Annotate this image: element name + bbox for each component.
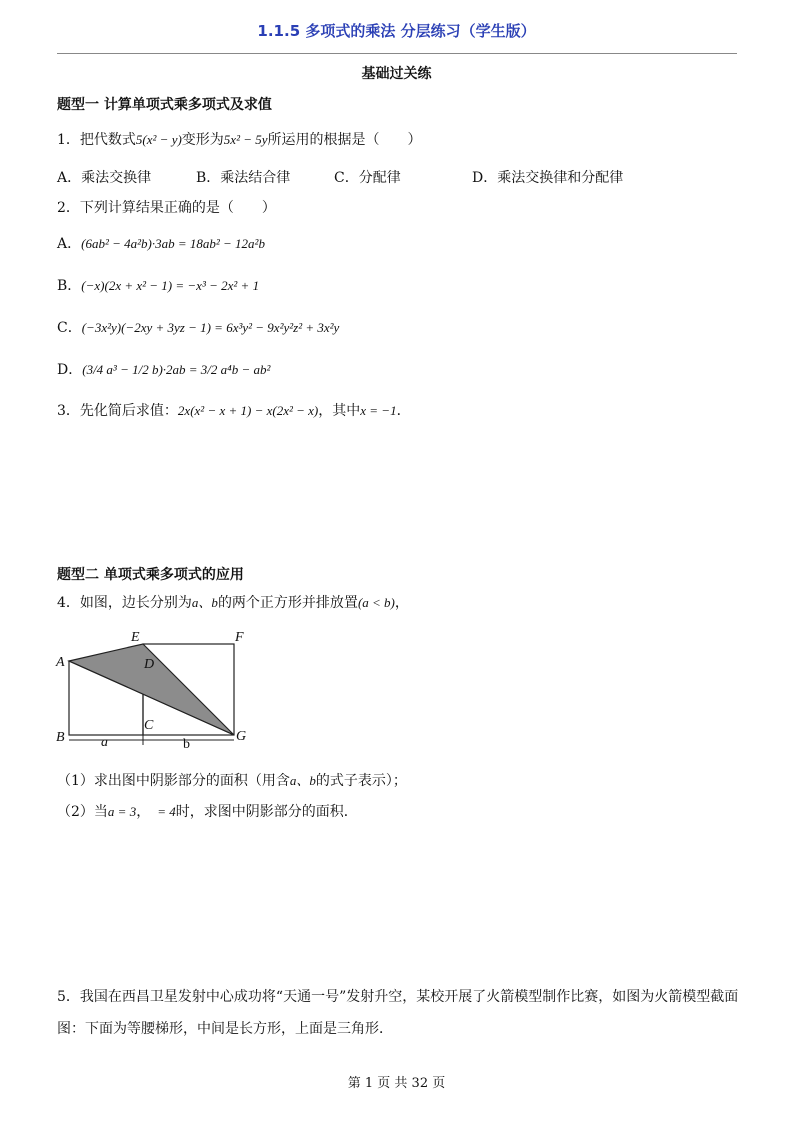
choice-option-c [334,167,401,187]
choice-option-d [57,360,270,380]
question-text: 先化简后求值： [79,403,178,419]
choice-option-a [57,234,265,254]
option-label: A． [57,170,82,186]
question-text: ，其中 [318,403,361,419]
question-2 [57,198,276,218]
question-text: 下列计算结果正确的是（ ） [79,200,276,216]
question-type-2-title: 题型二 单项式乘多项式的应用 [57,567,244,583]
math-expression: (−x)(2x + x² − 1) = −x³ − 2x² + 1 [81,278,260,293]
question-4-part-2 [57,802,358,822]
question-text: 把代数式 [79,132,136,148]
math-expression: a、b [289,773,316,788]
choice-option-a [57,167,151,187]
question-text: 我国在西昌卫星发射中心成功将“天通一号”发射升空，某校开展了火箭模型制作比赛，如图为火箭模型截面图：下面为等腰梯形，中间是长方形，上面是三角形． [57,989,739,1037]
point-label-f: F [235,630,244,645]
math-expression: (a < b) [357,595,395,610]
dimension-lines [69,735,234,745]
math-expression: = 4 [157,804,176,819]
math-expression: x = −1 [360,403,397,418]
question-text: 的式子表示）； [315,773,407,789]
question-4 [57,593,409,613]
question-number: 2． [57,200,80,216]
math-expression: 2x(x² − x + 1) − x(2x² − x) [177,403,319,418]
question-5 [57,981,747,1045]
math-expression: (6ab² − 4a²b)·3ab = 18ab² − 12a²b [81,236,265,251]
point-label-g: G [236,729,247,744]
option-label: D． [57,362,83,378]
question-text: ． [396,403,411,419]
question-text: ， [394,595,409,611]
math-expression: a = 3 [107,804,137,819]
question-number: 1． [57,132,80,148]
option-text: 乘法交换律和分配律 [497,170,624,186]
math-expression: (−3x²y)(−2xy + 3yz − 1) = 6x³y² − 9x²y²z² + 3x²y [81,320,340,335]
question-text: 的两个正方形并排放置 [217,595,358,611]
question-type-1-title: 题型一 计算单项式乘多项式及求值 [57,97,272,113]
question-text: ， [136,804,158,820]
point-label-c: C [144,718,154,733]
question-text: （1）求出图中阴影部分的面积（用含 [57,773,290,789]
option-text: 乘法结合律 [220,170,291,186]
option-label: C． [57,320,82,336]
choice-option-d [472,167,623,187]
math-expression: a、b [191,595,218,610]
point-label-b: B [56,730,65,745]
math-expression: (3/4 a³ − 1/2 b)·2ab = 3/2 a⁴b − ab² [82,362,271,377]
page-header-title: 1.1.5 多项式的乘法 分层练习（学生版） [257,22,536,40]
question-3 [57,401,411,421]
question-4-part-1 [57,771,407,791]
geometry-figure [55,628,255,750]
option-label: C． [334,170,359,186]
question-number: 5． [57,989,80,1005]
question-text: 如图，边长分别为 [79,595,192,611]
point-label-d: D [144,657,155,672]
option-label: B． [57,278,82,294]
question-number: 4． [57,595,80,611]
question-1 [57,130,422,150]
option-label: B． [196,170,221,186]
option-label: D． [472,170,498,186]
option-text: 分配律 [358,170,401,186]
point-label-e: E [131,630,140,645]
math-expression: 5x² − 5y [223,132,268,147]
header-rule [57,53,737,54]
math-expression: 5(x² − y) [135,132,182,147]
question-text: 时，求图中阴影部分的面积． [175,804,358,820]
section-title: 基础过关练 [361,66,432,82]
question-text: 变形为 [181,132,224,148]
dimension-label-a: a [101,735,108,750]
question-text: （2）当 [57,804,108,820]
page-footer: 第 1 页 共 32 页 [347,1076,446,1091]
choice-option-b [196,167,290,187]
question-number: 3． [57,403,80,419]
point-label-a: A [56,655,65,670]
dimension-label-b: b [183,737,190,750]
question-text: 所运用的根据是（ ） [267,132,422,148]
option-text: 乘法交换律 [81,170,152,186]
choice-option-b [57,276,259,296]
choice-option-c [57,318,339,338]
option-label: A． [57,236,82,252]
